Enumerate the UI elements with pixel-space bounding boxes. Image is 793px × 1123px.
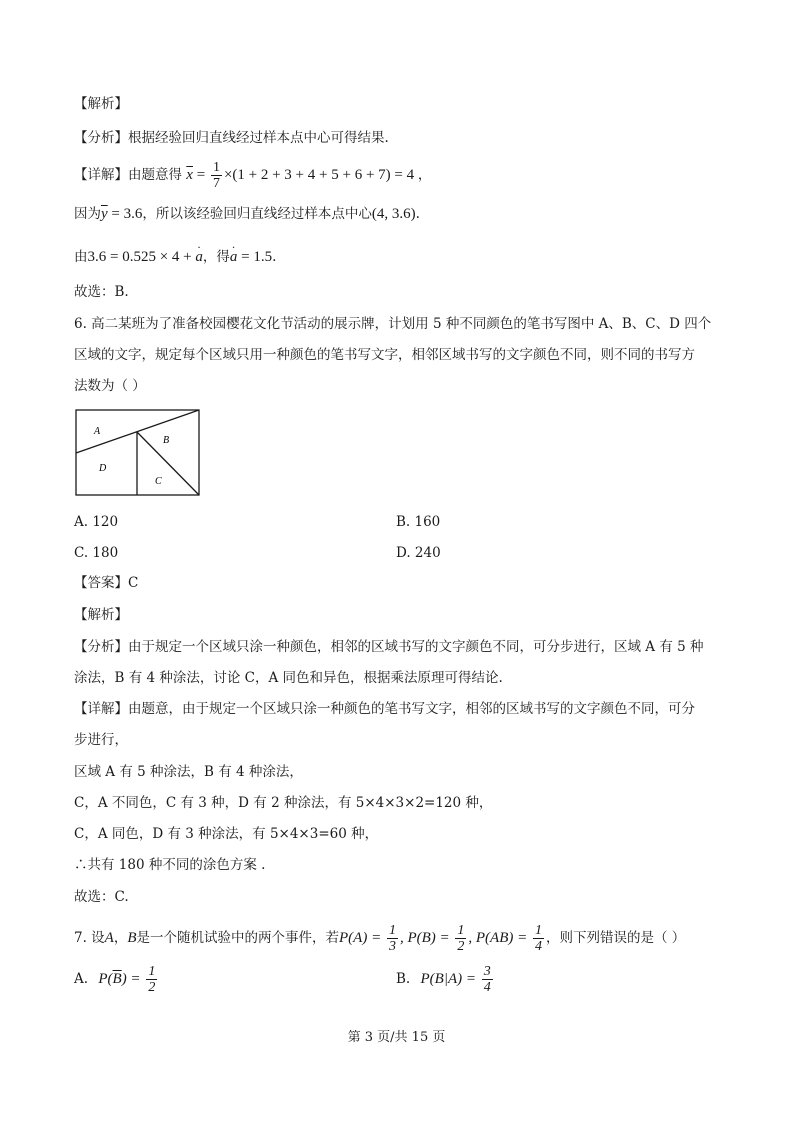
q6-line1: 6. 高二某班为了准备校园樱花文化节活动的展示牌，计划用 5 种不同颜色的笔书写图中 A、B、C、D 四个: [74, 316, 712, 332]
q6-option-a: A. 120: [74, 514, 119, 530]
q6-step2: C，A 不同色，C 有 3 种，D 有 2 种涂法，有 5×4×3×2=120 种，: [74, 795, 493, 811]
q6-option-c: C. 180: [74, 545, 119, 561]
mean-y-formula: $\overline{y} = 3.6$: [101, 206, 143, 222]
q7-option-b: B. P(B|A) = $\frac{3}{4}$: [396, 964, 491, 995]
q6-option-b: B. 160: [396, 514, 441, 530]
q6-xiangjie1: 【详解】由题意，由于规定一个区域只涂一种颜色的笔书写文字，相邻的区域书写的文字颜色不同，可分: [74, 701, 695, 717]
xiangjie-line: 【详解】由题意得 $\overline{x}$ = $\frac{1}{7}$ ×(1 + 2 + 3 + 4 + 5 + 6 + 7) = 4 ，: [74, 160, 432, 191]
q6-xiangjie2: 步进行，: [74, 732, 128, 748]
region-diagram: [74, 408, 202, 497]
q6-line3: 法数为（ ）: [74, 378, 146, 394]
q6-fenxi2: 涂法，B 有 4 种涂法，讨论 C，A 同色和异色，根据乘法原理可得结论.: [74, 670, 503, 686]
center-point: (4, 3.6): [371, 206, 416, 222]
q6-step1: 区域 A 有 5 种涂法，B 有 4 种涂法，: [74, 764, 303, 780]
mean-x-formula: $\overline{x}$ = $\frac{1}{7}$ ×(1 + 2 + 3 + 4 + 5 + 6 + 7) = 4: [186, 160, 415, 191]
region-c-label: C: [155, 476, 162, 487]
q6-choose: 故选：C.: [74, 889, 129, 905]
page-footer: 第 3 页/共 15 页: [347, 1030, 446, 1045]
analysis-tag: 【解析】: [74, 96, 128, 112]
choose-b: 故选：B.: [74, 284, 129, 300]
region-b-label: B: [163, 435, 170, 446]
region-a-label: A: [94, 426, 101, 437]
region-d-label: D: [99, 463, 107, 474]
fenxi-text: 【分析】根据经验回归直线经过样本点中心可得结果.: [74, 130, 389, 146]
regression-equation: 3.6 = 0.525 × 4 + · a: [88, 249, 203, 265]
q7-probabilities: P(A) = $\frac{1}{3}$ , P(B) = $\frac{1}{2}$ , P(AB) = $\frac{1}{4}$: [339, 923, 542, 954]
q6-analysis-tag: 【解析】: [74, 607, 128, 623]
q7-option-a: A. $P(\overline{B})$ = $\frac{1}{2}$: [74, 964, 156, 995]
a-value: · a = 1.5: [230, 249, 272, 265]
solve-a-line: 由3.6 = 0.525 × 4 + · a，得· a = 1.5.: [74, 247, 276, 267]
q6-line2: 区域的文字，规定每个区域只用一种颜色的笔书写文字，相邻区域书写的文字颜色不同，则不同的书写方: [74, 347, 695, 363]
q6-option-d: D. 240: [396, 545, 441, 561]
q6-step3: C，A 同色，D 有 3 种涂法，有 5×4×3=60 种，: [74, 826, 379, 842]
q6-fenxi1: 【分析】由于规定一个区域只涂一种颜色，相邻的区域书写的文字颜色不同，可分步进行，区域 A 有 5 种: [74, 639, 704, 655]
q6-answer: 【答案】C: [74, 575, 139, 591]
q7-stem: 7. 设A，B是一个随机试验中的两个事件，若P(A) = $\frac{1}{3}$ , P(B) = $\frac{1}{2}$ , P(AB) = $\frac{1}{4}$ ，则下列错误的是（ ）: [74, 923, 686, 954]
xiangjie-label: 【详解】由题意得: [74, 166, 182, 183]
q6-step4: ∴共有 180 种不同的涂色方案 .: [74, 857, 266, 873]
ybar-line: 因为$\overline{y} = 3.6$，所以该经验回归直线经过样本点中心(4, 3.6).: [74, 206, 420, 222]
